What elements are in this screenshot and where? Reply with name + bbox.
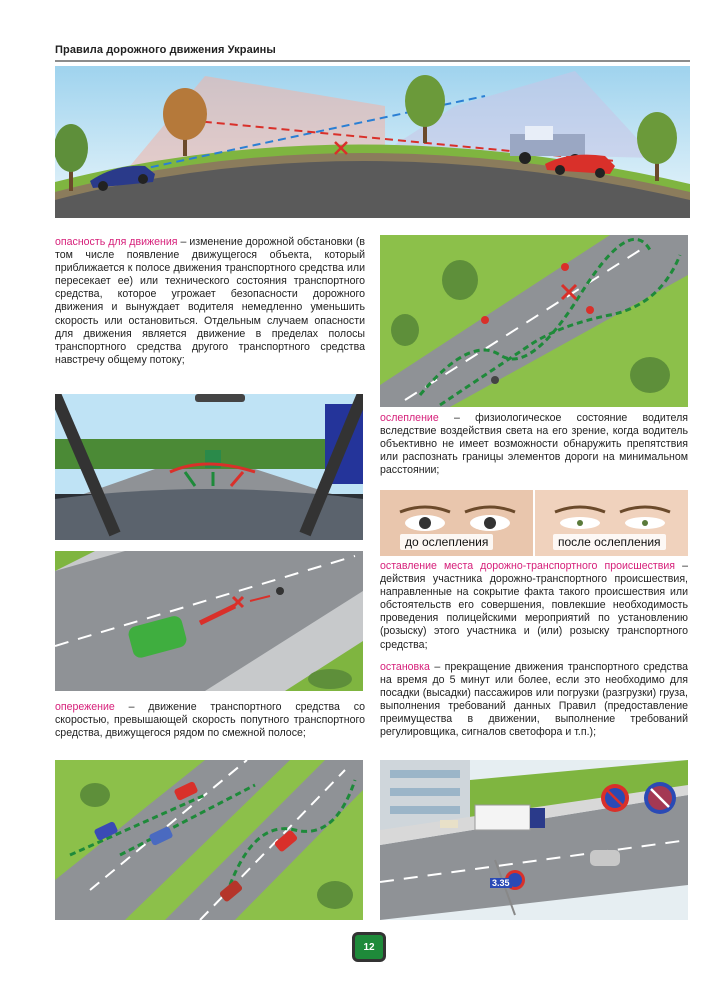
term-glare: ослепление [380, 412, 439, 424]
label-before-glare: до ослепления [400, 534, 493, 550]
illustration-oncoming-vehicle [380, 235, 688, 407]
truck-icon [475, 805, 545, 830]
definition-glare-text: – физиологическое состояние водителя вследствие воздействия света на его зрение, когда водитель объективно не имеет возможности обнаружить препятствия или распознать границы элементов дороги на минимальном расстоянии; [380, 412, 688, 477]
definition-danger-text: – изменение дорожной обстановки (в том числе появление движущегося объекта, который приближается к полосе движения транспортного средства или пересекает ее) или технического состояния транспортного средства, которое угрожает безопасности дорожного движения и вынуждает водителя немедленно уменьшить скорость или остановиться. Отдельным случаем опасности для движения является движение в пределах полосы транспортного средства другого транспортного средства навстречу общему потоку; [55, 236, 365, 366]
term-danger: опасность для движения [55, 236, 178, 248]
rearview-mirror-icon [195, 394, 245, 402]
definition-overtaking-text: – движение транспортного средства со скоростью, превышающей скорость попутного транспортного средства, движущегося рядом по смежной полосе; [55, 701, 365, 740]
illustration-stop-scene [380, 760, 688, 920]
sign-label: 3.35 [492, 878, 510, 888]
label-after-glare: после ослепления [553, 534, 666, 550]
definition-danger [55, 236, 365, 367]
term-stop: остановка [380, 661, 430, 673]
pedestrian-icon [276, 587, 284, 595]
motorcycle-icon [491, 376, 499, 384]
illustration-eyes-before-glare [380, 490, 533, 556]
cargo-icon [440, 820, 458, 828]
illustration-driver-view [55, 394, 363, 540]
car-icon [590, 850, 620, 866]
term-leaving-accident: оставление места дорожно-транспортного происшествия [380, 560, 676, 572]
illustration-hill-visibility [55, 66, 690, 218]
term-overtaking: опережение [55, 701, 115, 713]
definition-stop-text: – прекращение движения транспортного средства на время до 5 минут или более, если это необходимо для посадки (высадки) пассажиров или погрузки (разгрузки) груза, выполнения требований данных Правил (предоставление преимущества в движении, выполнение требований регулировщика, сигналов светофора и т.п.); [380, 661, 688, 739]
definition-glare [380, 412, 688, 477]
header-title: Правила дорожного движения Украины [55, 44, 276, 56]
definition-overtaking [55, 701, 365, 740]
definition-leaving-accident [380, 560, 688, 652]
page-number: 12 [363, 941, 375, 953]
definition-stop [380, 661, 688, 740]
illustration-overtaking-lanes [55, 760, 363, 920]
illustration-pedestrian-danger [55, 551, 363, 691]
definition-leaving-accident-text: – действия участника дорожно-транспортного происшествия, направленные на сокрытие факта такого происшествия или обстоятельств его совершения, повлекшие необходимость проведения полицейскими мероприятий по установлению (розыску) этого участника и (или) розыску транспортного средства; [380, 560, 688, 651]
page-header [55, 44, 690, 56]
motorcycle-icon [481, 316, 489, 324]
header-divider [55, 60, 690, 62]
motorcycle-icon [586, 306, 594, 314]
motorcycle-icon [561, 263, 569, 271]
illustration-eyes-after-glare [535, 490, 688, 556]
page-number-badge [352, 932, 386, 962]
